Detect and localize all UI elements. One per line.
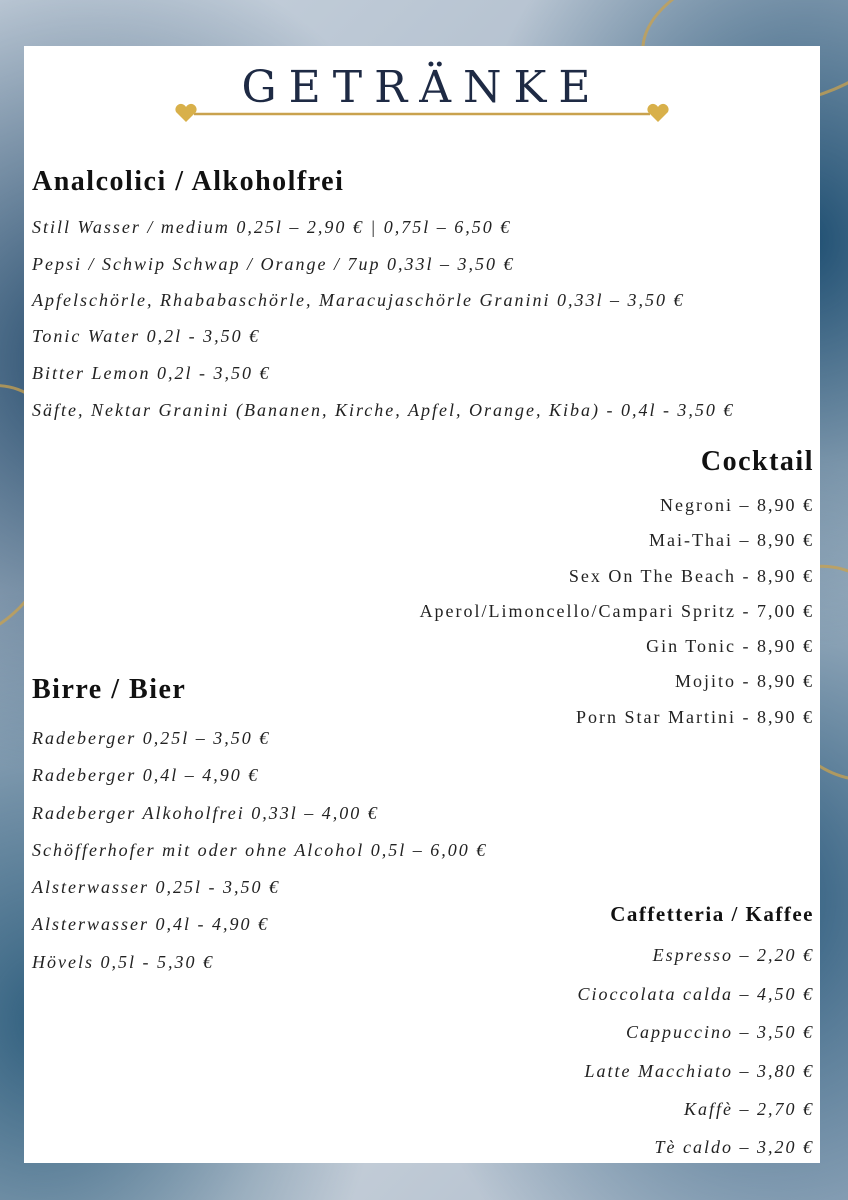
menu-item: Säfte, Nektar Granini (Bananen, Kirche, Apfel, Orange, Kiba) - 0,4l - 3,50 € [32,400,735,420]
menu-item: Latte Macchiato – 3,80 € [584,1061,814,1081]
menu-item: Negroni – 8,90 € [660,495,814,515]
section-heading-cocktail: Cocktail [700,446,814,477]
menu-item: Porn Star Martini - 8,90 € [576,707,814,727]
section-heading-birre: Birre / Bier [32,674,187,705]
menu-item: Alsterwasser 0,25l - 3,50 € [32,877,281,897]
menu-item: Tonic Water 0,2l - 3,50 € [32,326,261,346]
menu-item: Apfelschörle, Rhababaschörle, Maracujaschörle Granini 0,33l – 3,50 € [32,290,685,310]
section-heading-analcolici: Analcolici / Alkoholfrei [32,166,345,197]
menu-item: Kaffè – 2,70 € [684,1099,814,1119]
menu-item: Schöfferhofer mit oder ohne Alcohol 0,5l – 6,00 € [32,840,488,860]
menu-item: Aperol/Limoncello/Campari Spritz - 7,00 € [419,601,814,621]
menu-item: Mojito - 8,90 € [674,671,814,691]
menu-item: Sex On The Beach - 8,90 € [568,566,814,586]
menu-panel [24,46,820,1163]
heart-icon [647,104,668,122]
menu-item: Pepsi / Schwip Schwap / Orange / 7up 0,33l – 3,50 € [32,254,515,274]
menu-item: Hövels 0,5l - 5,30 € [32,952,214,972]
menu-item: Cappuccino – 3,50 € [626,1022,814,1042]
menu-item: Cioccolata calda – 4,50 € [577,984,814,1004]
menu-item: Bitter Lemon 0,2l - 3,50 € [32,363,271,383]
menu-item: Alsterwasser 0,4l - 4,90 € [32,914,270,934]
menu-item: Radeberger Alkoholfrei 0,33l – 4,00 € [32,803,379,823]
menu-item: Still Wasser / medium 0,25l – 2,90 € | 0,75l – 6,50 € [32,217,512,237]
title-divider [174,102,670,126]
menu-item: Radeberger 0,4l – 4,90 € [32,765,260,785]
menu-item: Mai-Thai – 8,90 € [649,530,814,550]
menu-item: Tè caldo – 3,20 € [654,1137,814,1157]
section-heading-caffetteria: Caffetteria / Kaffee [610,902,814,926]
page-title: GETRÄNKE [241,62,603,113]
menu-item: Radeberger 0,25l – 3,50 € [32,728,271,748]
menu-item: Espresso – 2,20 € [652,945,814,965]
heart-icon [175,104,196,122]
menu-item: Gin Tonic - 8,90 € [646,636,814,656]
